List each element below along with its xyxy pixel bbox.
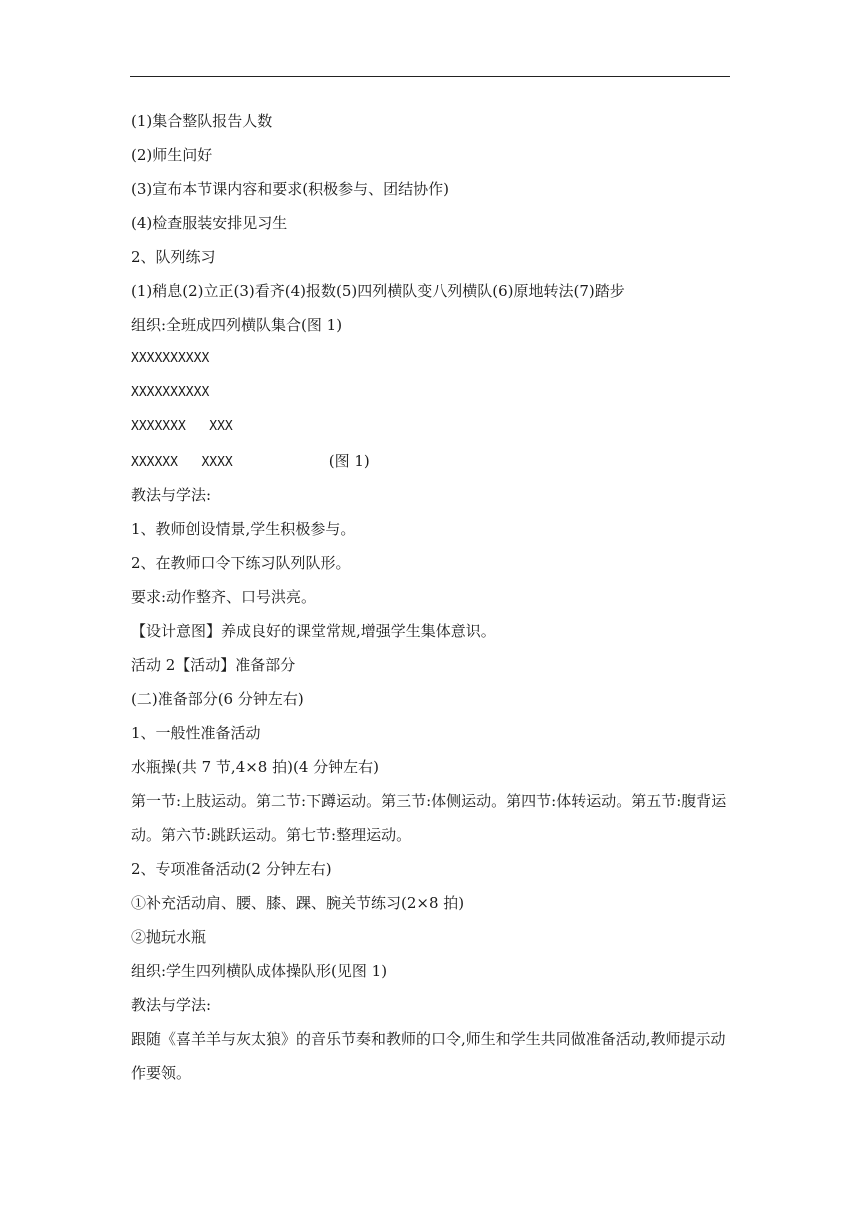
figure-label: (图 1) (328, 452, 370, 470)
text-line: 2、在教师口令下练习队列队形。 (131, 554, 351, 572)
text-line: (1)集合整队报告人数 (131, 112, 273, 130)
text-line: ②抛玩水瓶 (131, 928, 207, 946)
text-line: (3)宣布本节课内容和要求(积极参与、团结协作) (131, 180, 449, 198)
paragraph: 第一节:上肢运动。第二节:下蹲运动。第三节:体侧运动。第四节:体转运动。第五节:腹背运动。第六节:跳跃运动。第七节:整理运动。 (131, 792, 727, 844)
formation-row: XXXXXXXXXX (131, 351, 210, 366)
formation-row-with-label (131, 444, 731, 478)
activity-heading: 活动 2【活动】准备部分 (131, 656, 296, 674)
paragraph: 跟随《喜羊羊与灰太狼》的音乐节奏和教师的口令,师生和学生共同做准备活动,教师提示动作要领。 (131, 1030, 726, 1082)
text-line: (2)师生问好 (131, 146, 213, 164)
text-line: 水瓶操(共 7 节,4×8 拍)(4 分钟左右) (131, 758, 379, 776)
text-line: 要求:动作整齐、口号洪亮。 (131, 588, 317, 606)
text-line: 组织:学生四列横队成体操队形(见图 1) (131, 962, 388, 980)
text-line: (二)准备部分(6 分钟左右) (131, 690, 304, 708)
document-body (131, 104, 731, 1090)
text-line: (4)检查服装安排见习生 (131, 214, 288, 232)
design-intent: 【设计意图】养成良好的课堂常规,增强学生集体意识。 (131, 622, 496, 640)
formation-row: XXXXXXXXXX (131, 385, 210, 400)
text-line: 2、专项准备活动(2 分钟左右) (131, 860, 332, 878)
text-line: 教法与学法: (131, 486, 212, 504)
text-line: (1)稍息(2)立正(3)看齐(4)报数(5)四列横队变八列横队(6)原地转法(7)踏步 (131, 282, 625, 300)
header-rule (130, 76, 730, 77)
text-line: 1、教师创设情景,学生积极参与。 (131, 520, 356, 538)
section-heading: 2、队列练习 (131, 248, 216, 266)
text-line: ①补充活动肩、腰、膝、踝、腕关节练习(2×8 拍) (131, 894, 465, 912)
text-line: 1、一般性准备活动 (131, 724, 261, 742)
text-line: 组织:全班成四列横队集合(图 1) (131, 316, 343, 334)
text-line: 教法与学法: (131, 996, 212, 1014)
formation-row: XXXXXXX XXX (131, 419, 233, 434)
formation-row: XXXXXX XXXX (131, 455, 233, 470)
